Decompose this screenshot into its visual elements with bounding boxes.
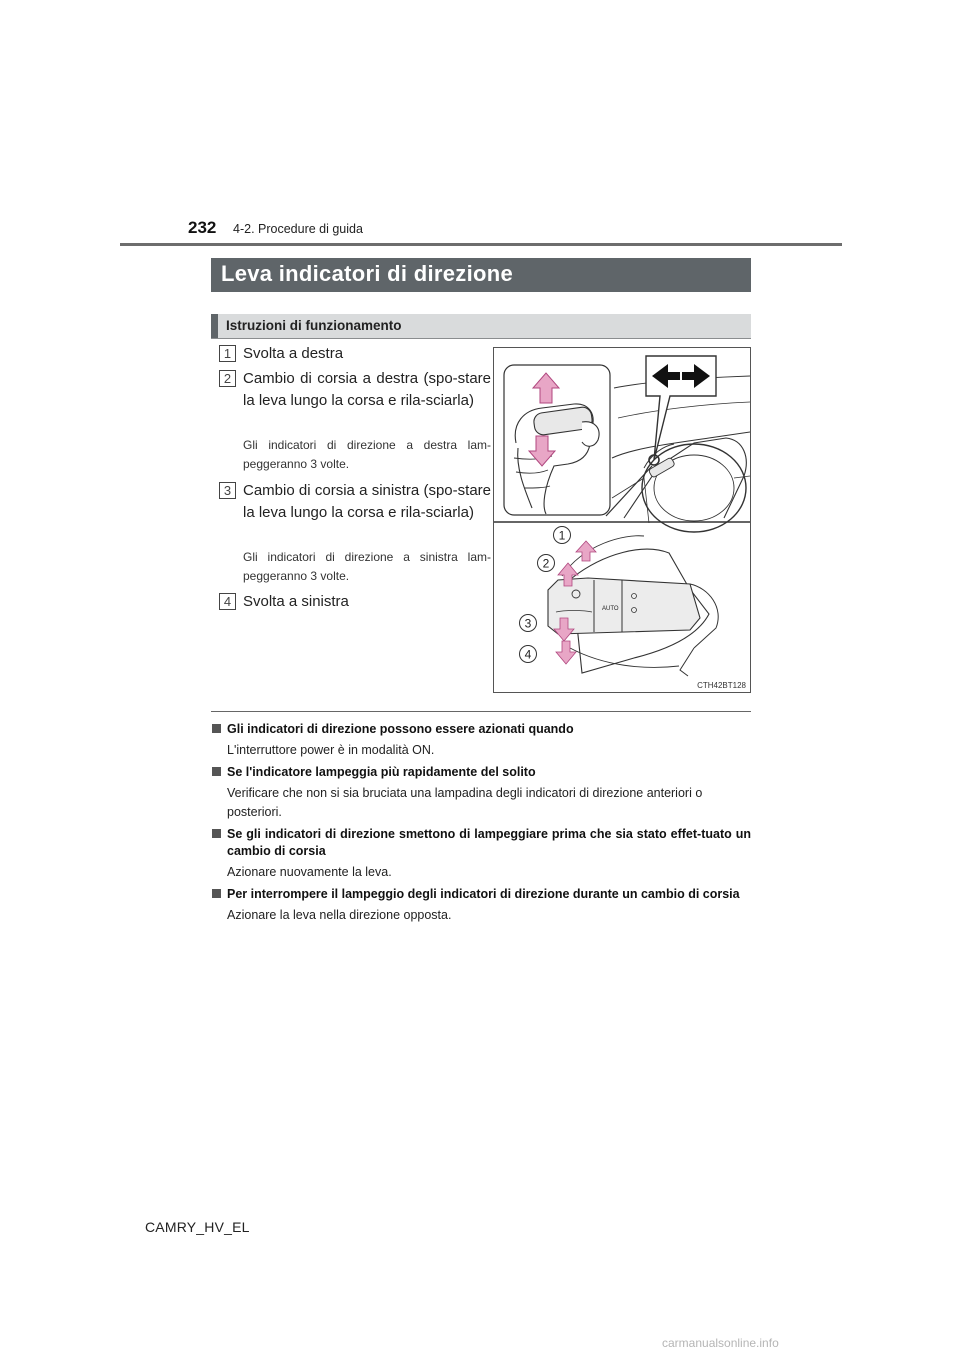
page-title: Leva indicatori di direzione: [221, 261, 514, 286]
note-3-body: Azionare nuovamente la leva.: [227, 865, 392, 879]
step-2-note: Gli indicatori di direzione a destra lam-peggeranno 3 volte.: [243, 438, 491, 471]
step-3-text: Cambio di corsia a sinistra (spo-stare la leva lungo la corsa e rila-sciarla): [243, 482, 491, 521]
note-3-heading: [212, 826, 751, 860]
note-2-body: Verificare che non si sia bruciata una lampadina degli indicatori di direzione anteriori o posteriori.: [227, 786, 703, 819]
note-4-heading-text: Per interrompere il lampeggio degli indicatori di direzione durante un cambio di corsia: [227, 887, 740, 901]
step-2-badge: 2: [219, 370, 236, 387]
callout-3: 3: [524, 616, 532, 631]
note-1-heading-text: Gli indicatori di direzione possono essere azionati quando: [227, 722, 574, 736]
note-4-heading: [212, 886, 751, 903]
turn-signal-figure: [493, 347, 751, 693]
step-3-note: Gli indicatori di direzione a sinistra lam-peggeranno 3 volte.: [243, 550, 491, 583]
step-1-text: Svolta a destra: [243, 345, 344, 362]
dashboard-view: [606, 356, 750, 532]
lever-closeup: [520, 527, 719, 677]
note-1-body: L'interruttore power è in modalità ON.: [227, 743, 435, 757]
step-3-badge: 3: [219, 482, 236, 499]
note-4-body: Azionare la leva nella direzione opposta.: [227, 908, 452, 922]
step-4-text: Svolta a sinistra: [243, 593, 349, 610]
subheading-rule: [211, 338, 751, 339]
note-2: [212, 764, 751, 822]
square-bullet-icon: [212, 829, 221, 838]
watermark: carmanualsonline.info: [662, 1336, 779, 1350]
callout-1: 1: [558, 528, 566, 543]
note-2-heading-text: Se l'indicatore lampeggia più rapidamente del solito: [227, 765, 536, 779]
square-bullet-icon: [212, 767, 221, 776]
notes-rule: [211, 711, 751, 712]
square-bullet-icon: [212, 889, 221, 898]
subheading-accent: [211, 314, 218, 338]
page-number: 232: [188, 218, 217, 237]
title-bar: [211, 258, 751, 292]
callout-4: 4: [524, 647, 532, 662]
note-1-heading: [212, 721, 751, 738]
square-bullet-icon: [212, 724, 221, 733]
subheading-bar: [211, 314, 751, 338]
header-rule: [120, 243, 842, 246]
note-3-heading-text: Se gli indicatori di direzione smettono di lampeggiare prima che sia stato effet-tuato un cambio di corsia: [227, 827, 751, 858]
footer-model-code: CAMRY_HV_EL: [145, 1219, 250, 1235]
callout-2: 2: [542, 556, 550, 571]
figure-code: CTH42BT128: [697, 681, 746, 690]
section-breadcrumb: 4-2. Procedure di guida: [233, 222, 363, 236]
note-3: [212, 826, 751, 882]
figure-illustration: [494, 348, 750, 692]
step-1-badge: 1: [219, 345, 236, 362]
step-2-text: Cambio di corsia a destra (spo-stare la leva lungo la corsa e rila-sciarla): [243, 370, 491, 409]
note-2-heading: [212, 764, 751, 781]
note-4: [212, 886, 751, 925]
step-4-badge: 4: [219, 593, 236, 610]
note-1: [212, 721, 751, 760]
switch-auto-label: AUTO: [602, 606, 619, 612]
hand-inset: [504, 365, 610, 515]
subheading-text: Istruzioni di funzionamento: [226, 318, 402, 333]
